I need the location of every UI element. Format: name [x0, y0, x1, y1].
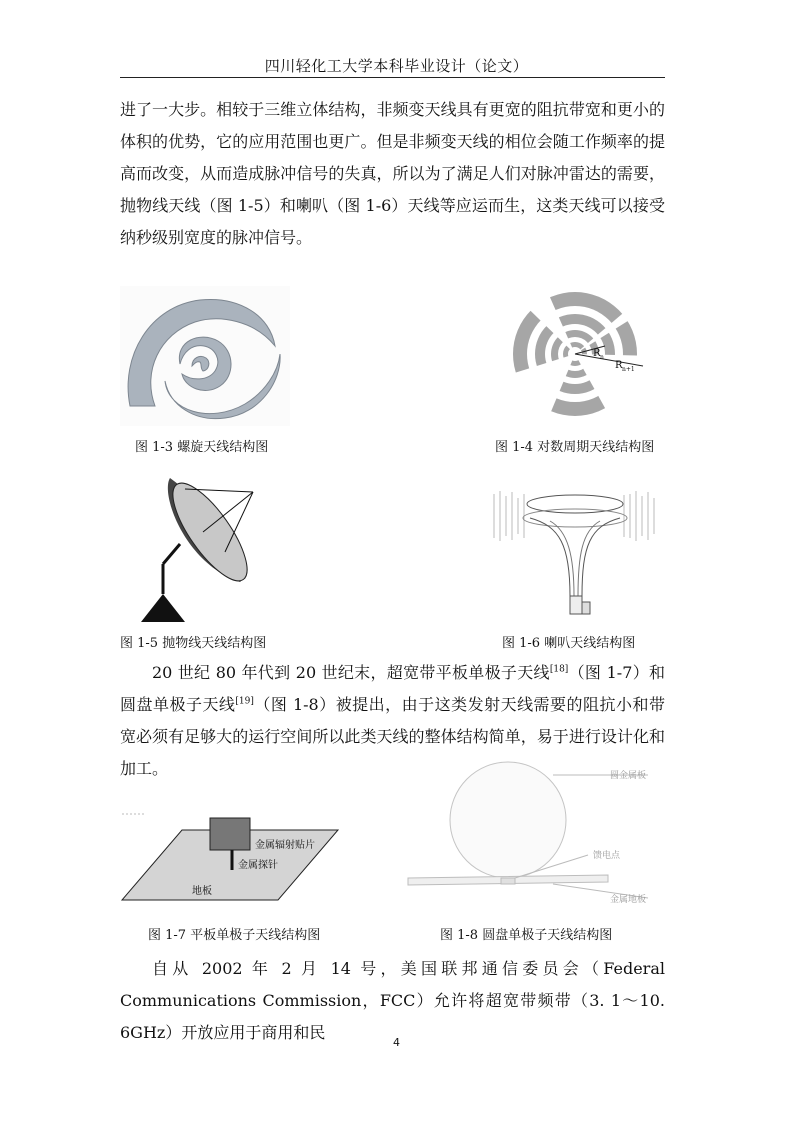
- parabolic-antenna-figure: [135, 464, 265, 624]
- log-periodic-antenna-figure: [505, 286, 655, 426]
- svg-text:n+1: n+1: [622, 366, 635, 373]
- feed-label: 馈电点: [593, 851, 621, 861]
- page-header: 四川轻化工大学本科毕业设计（论文）: [264, 57, 529, 75]
- disc-monopole-figure: [403, 760, 665, 910]
- citation-18: [18]: [549, 664, 569, 675]
- caption-fig-1-6: 图 1-6 喇叭天线结构图: [502, 636, 636, 651]
- caption-fig-1-3: 图 1-3 螺旋天线结构图: [135, 440, 269, 455]
- rn-label: R: [593, 348, 601, 359]
- page-number: 4: [393, 1036, 400, 1049]
- horn-antenna-figure: [490, 486, 660, 626]
- metal-ground-label: 金属地板: [610, 895, 647, 905]
- header-rule: [120, 77, 665, 78]
- caption-fig-1-5: 图 1-5 抛物线天线结构图: [120, 636, 267, 651]
- paragraph-1: 进了一大步。相较于三维立体结构，非频变天线具有更宽的阻抗带宽和更小的体积的优势，它的应用范围也更广。但是非频变天线的相位会随工作频率的提高而改变，从而造成脉冲信号的失真，所以为了满足人们对脉冲雷达的需要，抛物线天线（图 1-5）和喇叭（图 1-6）天线等应运而生，这类天线可以接受纳秒级别宽度的脉冲信号。: [120, 100, 665, 247]
- svg-text:n: n: [600, 354, 604, 361]
- ground-label: 地板: [192, 886, 212, 897]
- patch-label: 金属辐射贴片: [255, 840, 315, 851]
- planar-monopole-figure: [120, 810, 340, 905]
- disk-label: 圆金属板: [610, 771, 647, 781]
- spiral-antenna-figure: [120, 286, 290, 426]
- paragraph-2: 20 世纪 80 年代到 20 世纪末，超宽带平板单极子天线[18]（图 1-7）和圆盘单极子天线[19]（图 1-8）被提出，由于这类发射天线需要的阻抗小和带宽必须有足够大的运行空间所以此类天线的整体结构简单，易于进行设计化和加工。: [120, 663, 665, 778]
- caption-fig-1-8: 图 1-8 圆盘单极子天线结构图: [440, 928, 613, 943]
- caption-fig-1-7: 图 1-7 平板单极子天线结构图: [148, 928, 321, 943]
- paragraph-3: 自从 2002 年 2 月 14 号，美国联邦通信委员会（Federal Communications Commission，FCC）允许将超宽带频带（3. 1～10. 6GHz）开放应用于商用和民: [120, 959, 665, 1042]
- probe-label: 金属探针: [238, 860, 278, 871]
- rn1-label: R: [615, 360, 623, 371]
- citation-19: [19]: [235, 696, 254, 707]
- caption-fig-1-4: 图 1-4 对数周期天线结构图: [495, 440, 655, 455]
